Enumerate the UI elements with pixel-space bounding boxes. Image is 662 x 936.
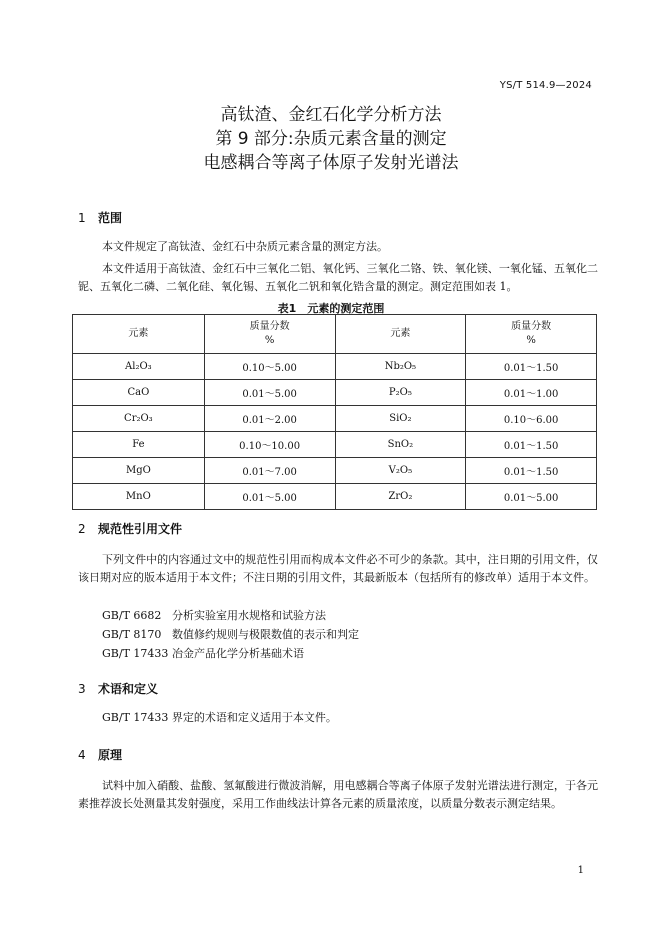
table-cell-range: 0.01～1.50 [466,432,597,458]
table-cell-range: 0.10～10.00 [204,432,335,458]
table-cell-element: Fe [73,432,205,458]
section-3-number: 3 [78,682,86,696]
table-cell-range: 0.01～1.50 [466,354,597,380]
reference-item [102,626,359,642]
table-cell-range: 0.01～5.00 [204,380,335,406]
header-element-1: 元素 [73,315,205,354]
header-unit: % [526,335,536,346]
page-number: 1 [577,865,584,876]
table-cell-range: 0.01～1.00 [466,380,597,406]
section-1-paragraph-2: 本文件适用于高钛渣、金红石中三氧化二铝、氧化钙、三氧化二铬、铁、氧化镁、一氧化锰、五氧化二铌、五氧化二磷、二氧化硅、氧化锡、五氧化二钒和氧化锆含量的测定。测定范围如表 1。 [78,262,598,293]
table-row [73,406,597,432]
table-cell-element: SiO₂ [335,406,466,432]
table-cell-range: 0.01～5.00 [466,484,597,510]
header-mass-fraction-2 [466,315,597,354]
table-cell-element: V₂O₅ [335,458,466,484]
section-1-heading [78,209,122,226]
title-line-3: 电感耦合等离子体原子发射光谱法 [203,153,459,173]
table-cell-element: Cr₂O₃ [73,406,205,432]
section-3-heading [78,680,158,697]
section-4-paragraph-1: 试料中加入硝酸、盐酸、氢氟酸进行微波消解，用电感耦合等离子体原子发射光谱法进行测定，于各元素推荐波长处测量其发射强度，采用工作曲线法计算各元素的质量浓度，以质量分数表示测定结果。 [78,779,598,810]
section-4-heading [78,746,122,763]
table-cell-range: 0.01～1.50 [466,458,597,484]
table-cell-element: CaO [73,380,205,406]
section-1-number: 1 [78,211,86,225]
section-3-paragraph-1: GB/T 17433 界定的术语和定义适用于本文件。 [102,711,337,724]
table-row [73,354,597,380]
table-row [73,380,597,406]
header-unit: % [264,335,275,346]
section-2-title: 规范性引用文件 [98,522,183,536]
table-cell-element: Nb₂O₅ [335,354,466,380]
table-row [73,458,597,484]
table-cell-range: 0.01～2.00 [204,406,335,432]
reference-name: 数值修约规则与极限数值的表示和判定 [172,628,359,641]
table-cell-element: Al₂O₃ [73,354,205,380]
section-4-title: 原理 [98,748,123,762]
header-mass-fraction-label: 质量分数 [249,321,290,332]
reference-name: 冶金产品化学分析基础术语 [172,647,304,660]
reference-code: GB/T 6682 [102,609,162,622]
section-3-title: 术语和定义 [98,682,159,696]
title-line-2: 第 9 部分:杂质元素含量的测定 [215,129,447,149]
table-1 [72,314,597,510]
table-row [73,432,597,458]
reference-item [102,645,304,661]
table-cell-range: 0.10～5.00 [204,354,335,380]
reference-code: GB/T 8170 [102,628,162,641]
header-mass-fraction-1 [204,315,335,354]
section-1-title: 范围 [98,211,123,225]
header-mass-fraction-label: 质量分数 [511,321,552,332]
table-row [73,484,597,510]
section-2-number: 2 [78,522,86,536]
table-cell-range: 0.10～6.00 [466,406,597,432]
table-cell-element: P₂O₅ [335,380,466,406]
header-element-2: 元素 [335,315,466,354]
reference-name: 分析实验室用水规格和试验方法 [172,609,326,622]
table-1-caption: 表1 元素的测定范围 [277,302,385,315]
table-cell-element: SnO₂ [335,432,466,458]
section-1-paragraph-1: 本文件规定了高钛渣、金红石中杂质元素含量的测定方法。 [102,240,388,253]
table-cell-range: 0.01～5.00 [204,484,335,510]
table-header-row [73,315,597,354]
standard-code: YS/T 514.9—2024 [499,80,592,91]
section-4-number: 4 [78,748,86,762]
table-cell-element: ZrO₂ [335,484,466,510]
table-cell-element: MnO [73,484,205,510]
section-2-paragraph-1: 下列文件中的内容通过文中的规范性引用而构成本文件必不可少的条款。其中，注日期的引用文件，仅该日期对应的版本适用于本文件；不注日期的引用文件，其最新版本（包括所有的修改单）适用于本文件。 [78,553,598,584]
section-2-heading [78,520,182,537]
table-cell-element: MgO [73,458,205,484]
title-line-1: 高钛渣、金红石化学分析方法 [220,105,442,125]
reference-item [102,607,326,623]
table-cell-range: 0.01～7.00 [204,458,335,484]
reference-code: GB/T 17433 [102,647,169,660]
